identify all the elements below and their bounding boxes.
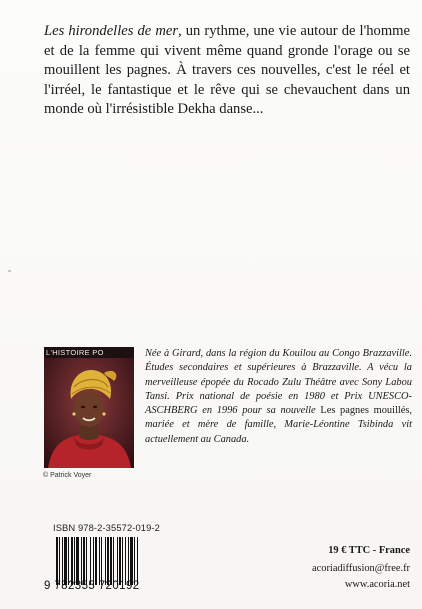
barcode-bar [83, 537, 85, 585]
barcode-bar [68, 537, 69, 585]
photo-banner-text: L'HISTOIRE PO [44, 347, 134, 358]
barcode-bar [134, 537, 135, 585]
barcode-bar [90, 537, 91, 585]
barcode-bar [74, 537, 75, 585]
publisher-website[interactable]: www.acoria.net [344, 578, 410, 590]
publisher-contact [312, 561, 410, 592]
price-label: 19 € TTC - France [328, 545, 410, 556]
book-title-italic: Les hirondelles de mer [44, 23, 179, 39]
barcode-bar [130, 537, 133, 585]
barcode-bar [76, 537, 79, 585]
barcode-bar [107, 537, 109, 585]
barcode-bar [125, 537, 126, 585]
author-bio [145, 347, 412, 447]
barcode-bar [122, 537, 123, 585]
barcode-bar [99, 537, 100, 585]
isbn-number: ISBN 978-2-35572-019-2 [53, 522, 160, 533]
barcode-bar [119, 537, 121, 585]
bio-part-2: , mariée et mère de famille, Marie-Léontine Tsibinda vit actuellement au Canada. [145, 405, 413, 445]
barcode-digits: 9 782355 720192 [44, 580, 140, 592]
barcode-bar [59, 537, 60, 585]
barcode-bar [81, 537, 82, 585]
barcode-bar [101, 537, 102, 585]
barcode-bar [64, 537, 67, 585]
bio-part-1: Née à Girard, dans la région du Kouilou au Congo Brazzaville. Études secondaires et supérieures à Brazzaville. A vécu la merveilleuse épopée du Rocado Zulu Théâtre avec Sony Labou Tansi. Prix national de poésie en 1980 et Prix UNESCO-ASCHBERG en 1996 pour sa nouvelle [145, 348, 412, 417]
barcode-bar [105, 537, 106, 585]
author-photo [44, 347, 134, 468]
barcode-bar [93, 537, 94, 585]
publisher-email[interactable]: acoriadiffusion@free.fr [312, 563, 410, 574]
barcode-bar [62, 537, 63, 585]
author-portrait-illustration [44, 347, 134, 468]
barcode-bar [71, 537, 73, 585]
bio-book-title: Les pagnes mouillés [320, 405, 410, 417]
blurb-text: , un rythme, une vie autour de l'homme et de la femme qui vivent même quand gronde l'orage ou se mouillent les pagnes. À travers ces nouvelles, c'est le réel et l'irréel, le fantastique et le rêve qui se chevauchent dans un monde où l'irrésistible Dekha danse... [44, 23, 410, 118]
barcode-bar [113, 537, 114, 585]
barcode-bar [86, 537, 87, 585]
margin-mark [8, 270, 11, 272]
barcode-bar [56, 537, 58, 585]
barcode-bar [128, 537, 129, 585]
barcode-bar [110, 537, 112, 585]
barcode-bar [117, 537, 118, 585]
photo-credit: © Patrick Voyer [43, 472, 92, 479]
book-blurb [44, 22, 410, 120]
barcode-bar [137, 537, 138, 585]
barcode-icon [56, 537, 144, 585]
barcode-bar [95, 537, 97, 585]
